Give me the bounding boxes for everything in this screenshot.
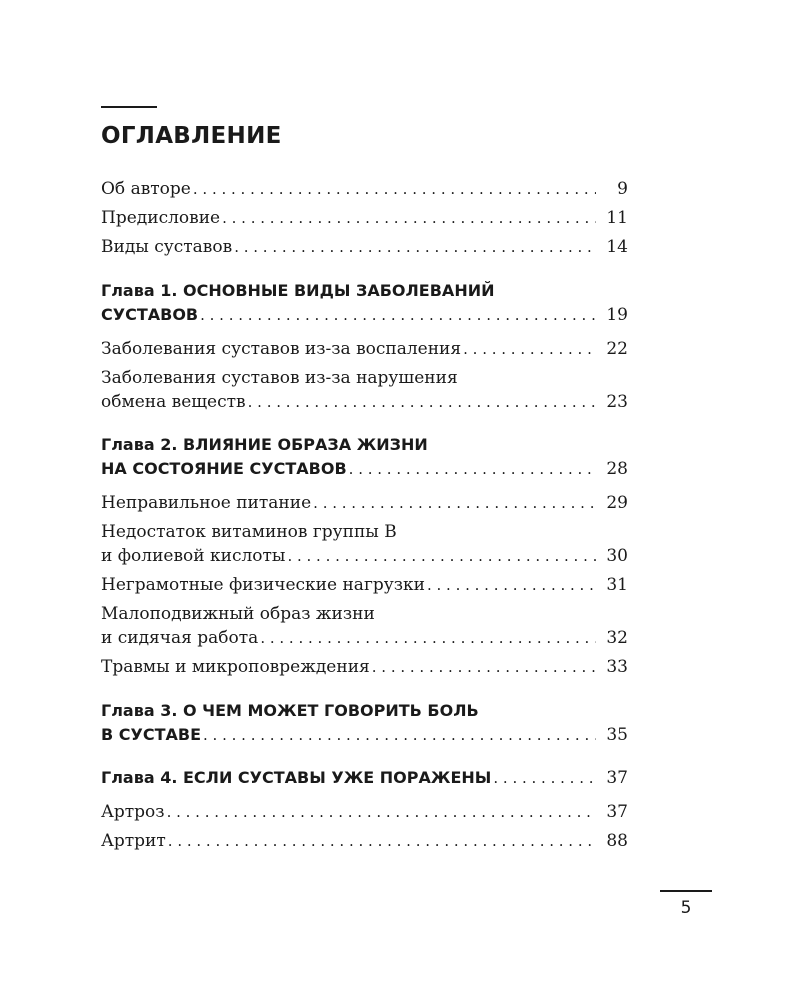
toc-entry-injuries[interactable] (101, 656, 628, 678)
toc-chapter-3[interactable] (101, 724, 628, 746)
dot-leader (313, 492, 596, 514)
toc-entry-vitamins-title[interactable] (101, 521, 628, 543)
dot-leader (200, 304, 596, 326)
toc-chapter-2[interactable] (101, 458, 628, 480)
toc-entry-label: и фолиевой кислоты (101, 546, 286, 566)
toc-page-number: 14 (606, 237, 628, 257)
toc-entry-label: Артроз (101, 802, 165, 822)
toc-entry-label: Артрит (101, 831, 166, 851)
dot-leader (167, 801, 596, 823)
toc-entry-label: и сидячая работа (101, 628, 259, 648)
toc-entry-inflammation[interactable] (101, 338, 628, 360)
toc-chapter-3-title[interactable] (101, 700, 628, 722)
toc-page-number: 23 (606, 392, 628, 412)
toc-page-number: 37 (606, 802, 628, 822)
toc-entry-physical-load[interactable] (101, 574, 628, 596)
toc-entry-about-author[interactable] (101, 178, 628, 200)
toc-chapter-label: Глава 2. ВЛИЯНИЕ ОБРАЗА ЖИЗНИ (101, 435, 428, 454)
toc-entry-label: обмена веществ (101, 392, 246, 412)
top-rule (101, 106, 157, 108)
toc-entry-sedentary[interactable] (101, 627, 628, 649)
toc-page-number: 32 (606, 628, 628, 648)
toc-chapter-1[interactable] (101, 304, 628, 326)
toc-chapter-1-title[interactable] (101, 280, 628, 302)
toc-chapter-label: НА СОСТОЯНИЕ СУСТАВОВ (101, 459, 347, 478)
dot-leader (349, 458, 596, 480)
page-title: ОГЛАВЛЕНИЕ (101, 123, 282, 149)
dot-leader (203, 724, 596, 746)
toc-entry-arthrosis[interactable] (101, 801, 628, 823)
toc-page-number: 37 (606, 768, 628, 788)
folio-rule (660, 890, 712, 892)
toc-chapter-label: Глава 1. ОСНОВНЫЕ ВИДЫ ЗАБОЛЕВАНИЙ (101, 281, 495, 300)
toc-chapter-label: Глава 4. ЕСЛИ СУСТАВЫ УЖЕ ПОРАЖЕНЫ (101, 768, 492, 787)
toc-entry-joint-types[interactable] (101, 236, 628, 258)
toc-entry-label: Об авторе (101, 179, 191, 199)
dot-leader (463, 338, 596, 360)
page-number: 5 (680, 898, 692, 918)
dot-leader (427, 574, 596, 596)
toc-chapter-label: Глава 3. О ЧЕМ МОЖЕТ ГОВОРИТЬ БОЛЬ (101, 701, 479, 720)
dot-leader (493, 767, 596, 789)
toc-chapter-4[interactable] (101, 767, 628, 789)
toc-entry-label: Неграмотные физические нагрузки (101, 575, 425, 595)
dot-leader (287, 545, 596, 567)
toc-entry-label: Неправильное питание (101, 493, 312, 513)
toc-page-number: 11 (606, 208, 628, 228)
toc-entry-label: Травмы и микроповреждения (101, 657, 370, 677)
toc-entry-sedentary-title[interactable] (101, 603, 628, 625)
dot-leader (372, 656, 596, 678)
dot-leader (193, 178, 596, 200)
toc-entry-label: Малоподвижный образ жизни (101, 604, 375, 624)
toc-entry-preface[interactable] (101, 207, 628, 229)
toc-chapter-label: В СУСТАВЕ (101, 725, 202, 744)
toc-entry-metabolism-title[interactable] (101, 367, 628, 389)
toc-page-number: 28 (606, 459, 628, 479)
toc-page-number: 35 (606, 725, 628, 745)
toc-page-number: 30 (606, 546, 628, 566)
toc-chapter-2-title[interactable] (101, 434, 628, 456)
toc-entry-arthritis[interactable] (101, 830, 628, 852)
toc-entry-label: Заболевания суставов из-за нарушения (101, 368, 458, 388)
toc-chapter-label: СУСТАВОВ (101, 305, 199, 324)
toc-entry-bad-nutrition[interactable] (101, 492, 628, 514)
toc-page-number: 9 (617, 179, 628, 199)
toc-entry-vitamins[interactable] (101, 545, 628, 567)
toc-entry-metabolism[interactable] (101, 391, 628, 413)
toc-entry-label: Недостаток витаминов группы В (101, 522, 397, 542)
toc-page-number: 88 (606, 831, 628, 851)
toc-entry-label: Заболевания суставов из-за воспаления (101, 339, 462, 359)
toc-page-number: 22 (606, 339, 628, 359)
dot-leader (234, 236, 596, 258)
dot-leader (168, 830, 596, 852)
toc-page-number: 33 (606, 657, 628, 677)
toc-page-number: 19 (606, 305, 628, 325)
dot-leader (222, 207, 596, 229)
toc-page-number: 29 (606, 493, 628, 513)
toc-entry-label: Предисловие (101, 208, 221, 228)
toc-page-number: 31 (606, 575, 628, 595)
dot-leader (248, 391, 596, 413)
toc-entry-label: Виды суставов (101, 237, 233, 257)
dot-leader (260, 627, 596, 649)
